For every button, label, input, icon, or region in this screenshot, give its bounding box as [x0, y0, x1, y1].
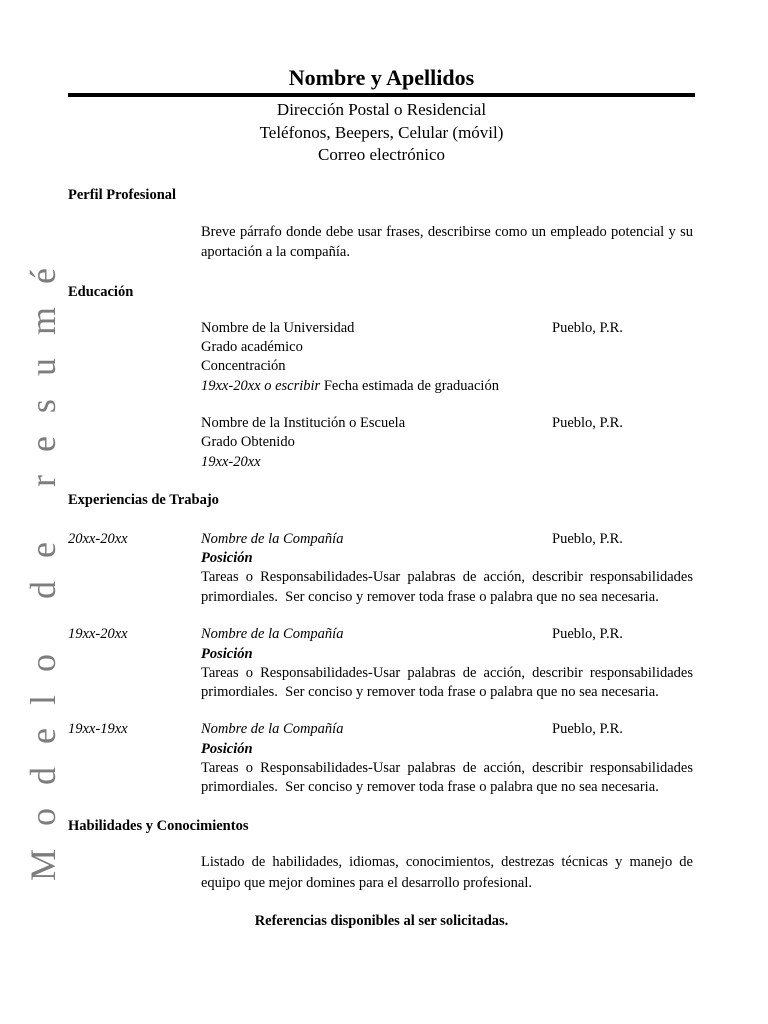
references-note: Referencias disponibles al ser solicitadas.	[254, 913, 509, 929]
candidate-name: Nombre y Apellidos	[288, 65, 475, 90]
phone-numbers: Teléfonos, Beepers, Celular (móvil)	[259, 123, 504, 142]
job-dates: 19xx-19xx	[68, 721, 128, 737]
institution-location: Pueblo, P.R.	[552, 415, 623, 431]
job-dates: 19xx-20xx	[68, 626, 128, 642]
job-description-line: primordiales. Ser conciso y remover toda frase o palabra que no sea necesaria.	[201, 684, 659, 700]
section-heading-profile: Perfil Profesional	[68, 187, 177, 203]
skills-line: Listado de habilidades, idiomas, conocimientos, destrezas técnicas y manejo de	[201, 854, 693, 870]
job-description-line: Tareas o Responsabilidades-Usar palabras de acción, describir responsabilidades	[201, 665, 693, 681]
company-name: Nombre de la Compañía	[201, 531, 344, 547]
degree: Grado académico	[201, 339, 303, 355]
education-dates-note: Fecha estimada de graduación	[323, 378, 499, 394]
job-description-line: primordiales. Ser conciso y remover toda frase o palabra que no sea necesaria.	[201, 779, 659, 795]
institution-name: Nombre de la Universidad	[201, 320, 355, 336]
company-location: Pueblo, P.R.	[552, 531, 623, 547]
company-name: Nombre de la Compañía	[201, 626, 344, 642]
job-position: Posición	[201, 646, 253, 662]
section-heading-skills: Habilidades y Conocimientos	[68, 818, 249, 834]
company-location: Pueblo, P.R.	[552, 626, 623, 642]
profile-line: Breve párrafo donde debe usar frases, describirse como un empleado potencial y su	[201, 224, 693, 240]
skills-line: equipo que mejor domines para el desarrollo profesional.	[201, 875, 532, 891]
company-location: Pueblo, P.R.	[552, 721, 623, 737]
job-description-line: primordiales. Ser conciso y remover toda frase o palabra que no sea necesaria.	[201, 589, 659, 605]
concentration: Concentración	[201, 358, 286, 374]
section-heading-education: Educación	[68, 284, 134, 300]
side-title-vertical: Modelo de resumé	[23, 245, 63, 881]
degree: Grado Obtenido	[201, 434, 295, 450]
education-dates-line	[201, 376, 499, 396]
institution-location: Pueblo, P.R.	[552, 320, 623, 336]
header-divider	[68, 93, 695, 97]
job-dates: 20xx-20xx	[68, 531, 128, 547]
education-dates: 19xx-20xx	[201, 454, 261, 470]
job-position: Posición	[201, 550, 253, 566]
email-address: Correo electrónico	[318, 145, 445, 164]
education-dates: 19xx-20xx o escribir	[201, 378, 321, 394]
institution-name: Nombre de la Institución o Escuela	[201, 415, 406, 431]
company-name: Nombre de la Compañía	[201, 721, 344, 737]
job-description-line: Tareas o Responsabilidades-Usar palabras de acción, describir responsabilidades	[201, 569, 693, 585]
profile-line: aportación a la compañía.	[201, 244, 350, 260]
job-description-line: Tareas o Responsabilidades-Usar palabras de acción, describir responsabilidades	[201, 760, 693, 776]
postal-address: Dirección Postal o Residencial	[276, 100, 487, 119]
job-position: Posición	[201, 741, 253, 757]
section-heading-experience: Experiencias de Trabajo	[68, 492, 219, 508]
